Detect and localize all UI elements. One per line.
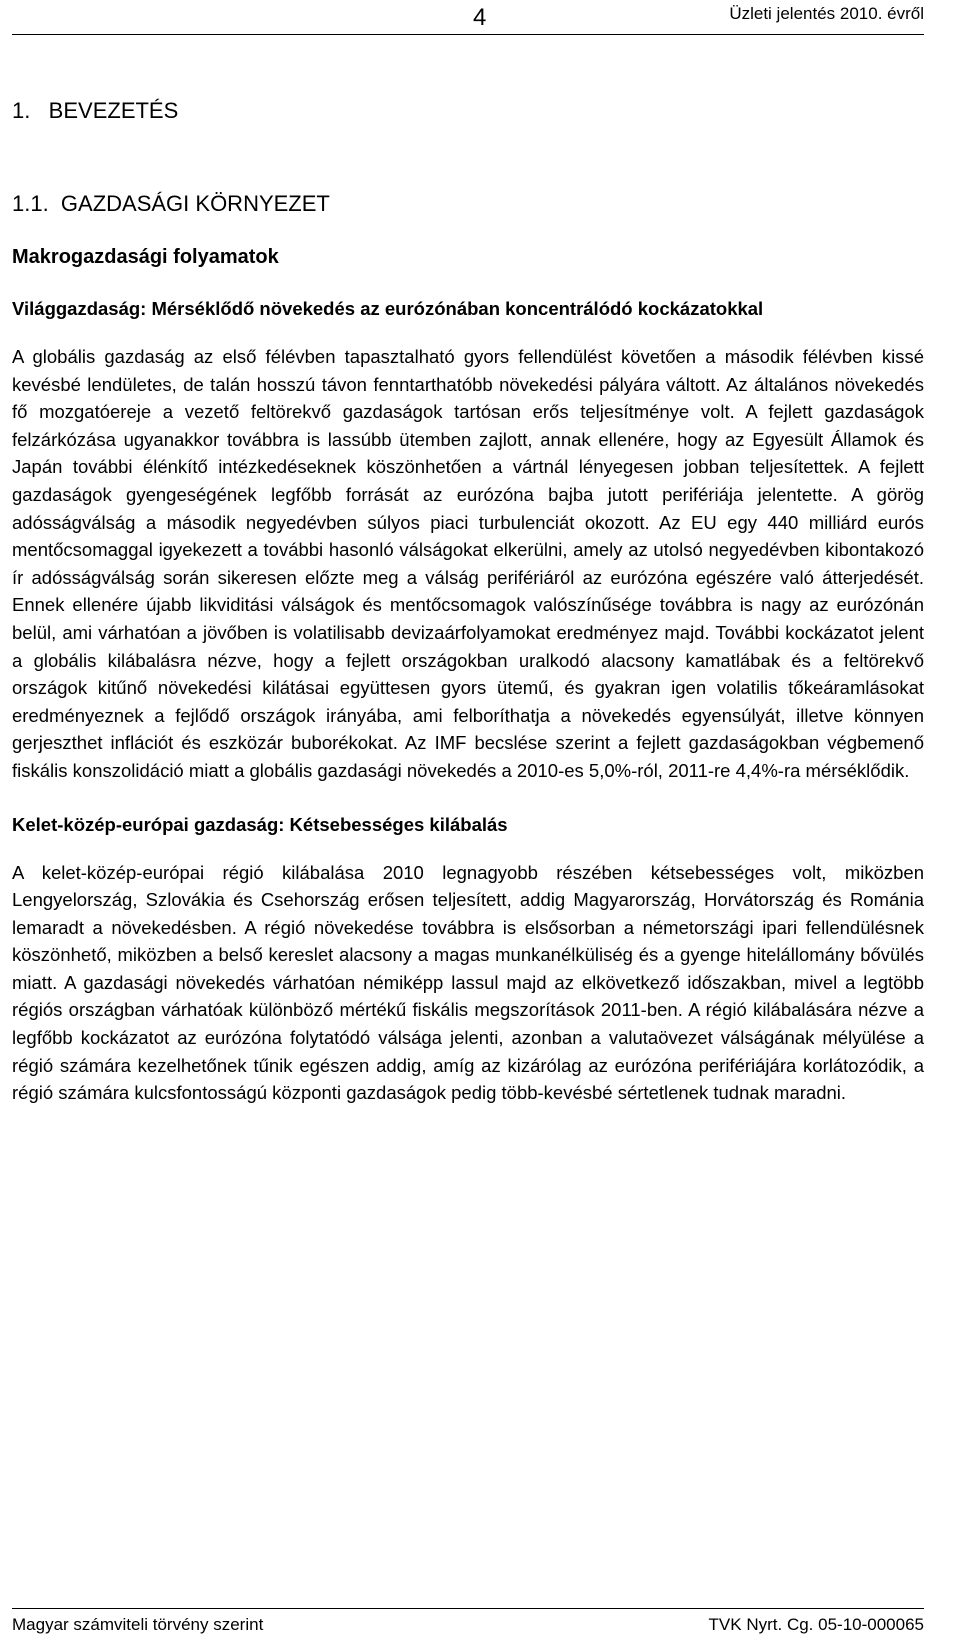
- page-footer: [12, 1608, 924, 1639]
- chapter-heading: 1. BEVEZETÉS: [12, 98, 179, 123]
- subsection-heading: Makrogazdasági folyamatok: [12, 246, 279, 268]
- footer-company-registration: TVK Nyrt. Cg. 05-10-000065: [708, 1615, 924, 1634]
- paragraph-cee-economy: A kelet-közép-európai régió kilábalása 2010 legnagyobb részében kétsebességes volt, miközben Lengyelország, Szlovákia és Csehország erősen teljesített, addig Magyarország, Horvátország és Románia lemaradt a növekedésben. A régió növekedése továbbra is elsősorban a németországi ipari fellendülésnek köszönhető, miközben a belső kereslet alacsony a magas munkanélküliség és a gyenge hitelállomány bővülés miatt. A gazdasági növekedés várhatóan némiképp lassul majd az elkövetkező időszakban, mivel a legtöbb régiós országban várhatóak különböző mértékű fiskális megszorítások 2011-ben. A régió kilábalására nézve a legfőbb kockázatot az eurózóna folytatódó válsága jelenti, azonban a valutaövezet válságának mélyülése a régió számára kezelhetőnek tűnik egészen addig, amíg az kizárólag az eurózóna perifériájára korlátozódik, a régió számára kulcsfontosságú központi gazdaságok pedig több-kevésbé sértetlenek tudnak maradni.: [12, 861, 924, 1104]
- topic-heading-world-economy: Világgazdaság: Mérséklődő növekedés az eurózónában koncentrálódó kockázatokkal: [12, 298, 764, 319]
- section-heading: 1.1. GAZDASÁGI KÖRNYEZET: [12, 191, 330, 216]
- document-body: [12, 96, 924, 1107]
- topic-heading-cee-economy: Kelet-közép-európai gazdaság: Kétsebességes kilábalás: [12, 813, 508, 835]
- page-header: [12, 0, 924, 35]
- report-title: Üzleti jelentés 2010. évről: [729, 4, 924, 23]
- footer-left-text: Magyar számviteli törvény szerint: [12, 1615, 264, 1634]
- paragraph-world-economy: A globális gazdaság az első félévben tapasztalható gyors fellendülést követően a második félévben kissé kevésbé lendületes, de talán hosszú távon fenntarthatóbb növekedési pályára váltott. Az általános növekedés fő mozgatóereje a vezető feltörekvő gazdaságok tartósan erős teljesítménye volt. A fejlett gazdaságok felzárkózása ugyanakkor továbbra is lassúbb ütemben zajlott, annak ellenére, hogy az Egyesült Államok és Japán további élénkítő intézkedéseknek köszönhetően a vártnál lényegesen jobban teljesítettek. A fejlett gazdaságok gyengeségének legfőbb forrását az eurózóna bajba jutott perifériája jelentette. A görög adósságválság a második negyedévben súlyos piaci turbulenciát okozott. Az EU egy 440 milliárd eurós mentőcsomaggal igyekezett a további hasonló válságokat elkerülni, amely az utolsó negyedévben kibontakozó ír adósságválság során sikeresen előzte meg a válság perifériáról az eurózóna egészére való átterjedését. Ennek ellenére újabb likviditási válságok és mentőcsomagok valószínűsége továbbra is nagy az eurózónán belül, ami várhatóan a jövőben is volatilisabb devizaárfolyamokat eredményez majd. További kockázatot jelent a globális kilábalásra nézve, hogy a fejlett országokban uralkodó alacsony kamatlábak és a feltörekvő országok kitűnő növekedési kilátásai együttesen gyors ütemű, és gyakran igen volatilis tőkeáramlásokat eredményeznek a fejlődő országok irányába, ami felboríthatja a növekedés egyensúlyát, illetve könnyen gerjeszthet inflációt és eszközár buborékokat. Az IMF becslése szerint a fejlett gazdaságokban végbemenő fiskális konszolidáció miatt a globális gazdasági növekedés a 2010-es 5,0%-ról, 2011-re 4,4%-ra mérséklődik.: [12, 346, 924, 781]
- page-number: 4: [473, 4, 487, 31]
